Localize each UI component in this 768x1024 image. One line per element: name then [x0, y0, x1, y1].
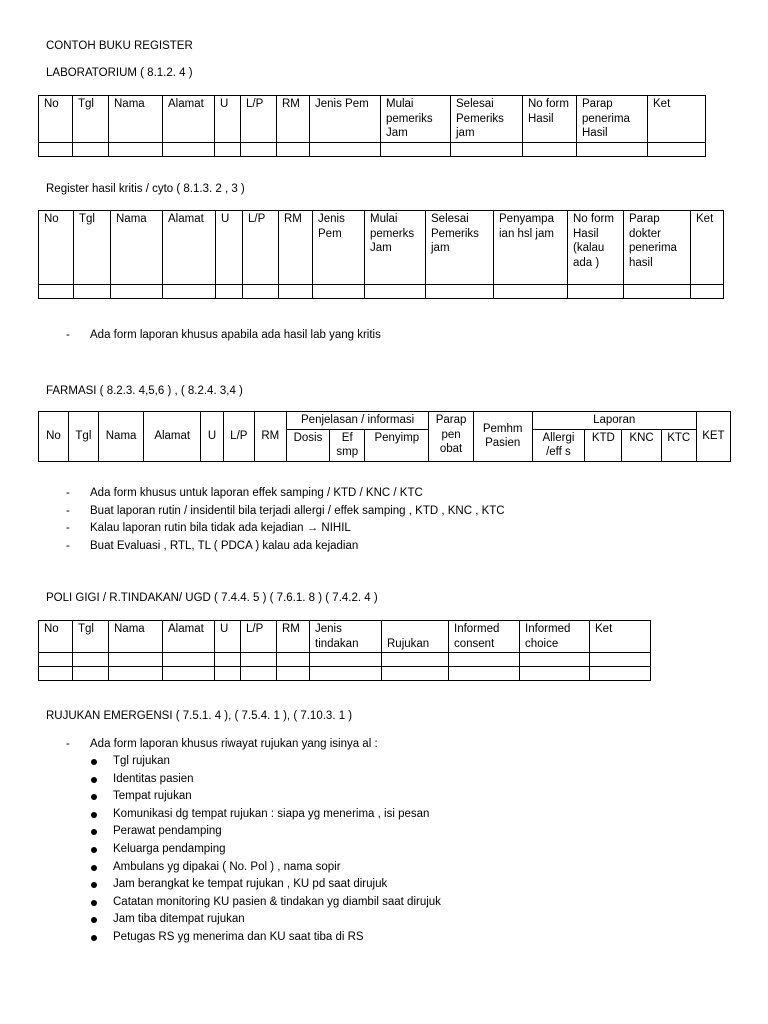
kritis-notes	[62, 327, 381, 345]
document-title: CONTOH BUKU REGISTER	[46, 40, 193, 52]
header-cell: U	[215, 621, 241, 653]
header-cell: L/P	[241, 621, 277, 653]
list-item: Tempat rujukan	[90, 788, 441, 806]
header-cell: Informed consent	[449, 621, 520, 653]
header-cell: KTD	[585, 429, 622, 461]
header-cell: Nama	[109, 96, 163, 143]
poli-register-table	[38, 620, 651, 681]
header-cell: U	[216, 211, 243, 285]
header-cell: Alamat	[163, 211, 216, 285]
header-cell: Alamat	[163, 96, 215, 143]
table-header-row	[39, 412, 731, 430]
list-item: Catatan monitoring KU pasien & tindakan yg diambil saat dirujuk	[90, 894, 441, 912]
lab-register-table	[38, 95, 706, 157]
header-cell: Selesai Pemeriks jam	[426, 211, 494, 285]
table-row	[39, 142, 706, 156]
header-cell: Tgl	[74, 211, 111, 285]
header-cell: U	[215, 96, 241, 143]
header-cell: Alamat	[163, 621, 215, 653]
list-item: Perawat pendamping	[90, 823, 441, 841]
header-cell: No	[39, 621, 73, 653]
header-cell: Rujukan	[382, 621, 449, 653]
list-item: Identitas pasien	[90, 771, 441, 789]
header-cell: Selesai Pemeriks jam	[451, 96, 523, 143]
lab-heading: LABORATORIUM ( 8.1.2. 4 )	[46, 67, 193, 79]
table-row	[39, 285, 724, 299]
header-cell: Nama	[111, 211, 163, 285]
header-cell: Jenis Pem	[313, 211, 365, 285]
header-cell: Parap pen obat	[429, 412, 473, 462]
header-cell: Ef smp	[330, 429, 365, 461]
header-cell: KNC	[622, 429, 661, 461]
header-cell: Parap dokter penerima hasil	[624, 211, 691, 285]
rujukan-heading: RUJUKAN EMERGENSI ( 7.5.1. 4 ), ( 7.5.4. 1 ), ( 7.10.3. 1 )	[46, 710, 353, 722]
kritis-register-table	[38, 210, 724, 299]
table-header-row	[39, 96, 706, 143]
list-item: - Ada form laporan khusus riwayat rujukan yang isinya al :	[62, 736, 378, 754]
header-cell: L/P	[223, 412, 254, 462]
header-cell: Jenis Pem	[310, 96, 381, 143]
header-cell: No	[39, 211, 74, 285]
list-item: Keluarga pendamping	[90, 841, 441, 859]
farmasi-register-table	[38, 411, 731, 462]
list-item: Jam tiba ditempat rujukan	[90, 911, 441, 929]
header-cell: Mulai pemeriks Jam	[381, 96, 451, 143]
header-cell: RM	[277, 96, 310, 143]
header-group-cell: Penjelasan / informasi	[286, 412, 429, 430]
header-cell: Parap penerima Hasil	[577, 96, 648, 143]
header-cell: RM	[279, 211, 313, 285]
list-item: - Buat laporan rutin / insidentil bila terjadi allergi / effek samping , KTD , KNC , KTC	[62, 503, 505, 521]
table-row	[39, 653, 651, 667]
header-cell: RM	[277, 621, 310, 653]
list-item: - Ada form khusus untuk laporan effek samping / KTD / KNC / KTC	[62, 485, 505, 503]
header-cell: Penyimp	[365, 429, 429, 461]
header-cell: KET	[696, 412, 730, 462]
header-cell: L/P	[241, 96, 277, 143]
list-item: - Buat Evaluasi , RTL, TL ( PDCA ) kalau ada kejadian	[62, 538, 505, 556]
header-cell: Penyampa ian hsl jam	[494, 211, 568, 285]
header-cell: Nama	[109, 621, 163, 653]
header-cell: Tgl	[73, 621, 109, 653]
list-item: Jam berangkat ke tempat rujukan , KU pd saat dirujuk	[90, 876, 441, 894]
kritis-heading: Register hasil kritis / cyto ( 8.1.3. 2 , 3 )	[46, 183, 245, 195]
header-cell: L/P	[243, 211, 279, 285]
header-cell: Alamat	[144, 412, 201, 462]
table-header-row	[39, 211, 724, 285]
header-cell: Allergi /eff s	[532, 429, 585, 461]
header-cell: Tgl	[68, 412, 98, 462]
list-item: Komunikasi dg tempat rujukan : siapa yg menerima , isi pesan	[90, 806, 441, 824]
rujukan-notes	[62, 736, 378, 754]
header-cell: No	[39, 96, 73, 143]
table-row	[39, 667, 651, 681]
header-group-cell: Laporan	[532, 412, 696, 430]
header-cell: No form Hasil	[523, 96, 577, 143]
rujukan-items	[90, 753, 441, 947]
header-cell: Mulai pemerks Jam	[365, 211, 426, 285]
header-cell: Informed choice	[520, 621, 590, 653]
header-cell: Tgl	[73, 96, 109, 143]
header-cell: No	[39, 412, 69, 462]
header-cell: No form Hasil (kalau ada )	[568, 211, 624, 285]
list-item: Petugas RS yg menerima dan KU saat tiba di RS	[90, 929, 441, 947]
farmasi-notes	[62, 485, 505, 555]
farmasi-heading: FARMASI ( 8.2.3. 4,5,6 ) , ( 8.2.4. 3,4 )	[46, 385, 243, 397]
header-cell: Jenis tindakan	[310, 621, 382, 653]
header-cell: Dosis	[286, 429, 329, 461]
poli-heading: POLI GIGI / R.TINDAKAN/ UGD ( 7.4.4. 5 ) ( 7.6.1. 8 ) ( 7.4.2. 4 )	[46, 592, 378, 604]
header-cell: Ket	[691, 211, 724, 285]
header-cell: Ket	[590, 621, 651, 653]
header-cell: RM	[254, 412, 286, 462]
table-header-row	[39, 621, 651, 653]
header-cell: KTC	[661, 429, 696, 461]
list-item: - Kalau laporan rutin bila tidak ada kejadian → NIHIL	[62, 520, 505, 538]
list-item: - Ada form laporan khusus apabila ada hasil lab yang kritis	[62, 327, 381, 345]
header-cell: Pemhm Pasien	[473, 412, 532, 462]
list-item: Ambulans yg dipakai ( No. Pol ) , nama sopir	[90, 859, 441, 877]
list-item: Tgl rujukan	[90, 753, 441, 771]
header-cell: Ket	[648, 96, 706, 143]
header-cell: U	[201, 412, 224, 462]
header-cell: Nama	[98, 412, 143, 462]
